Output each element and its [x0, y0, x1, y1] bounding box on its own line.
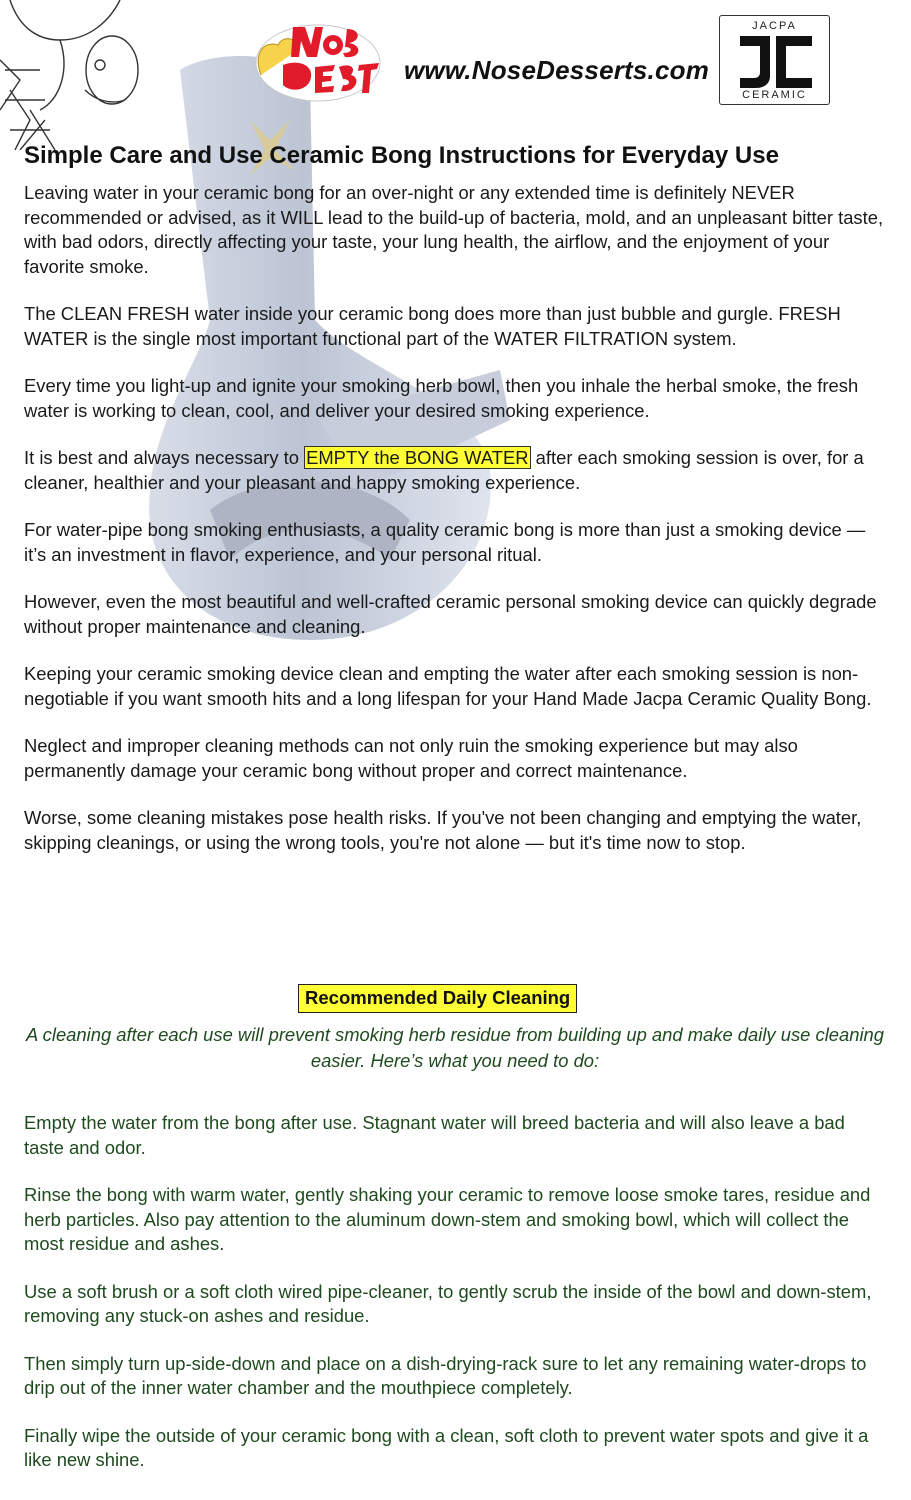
jacpa-logo-bottom-text: CERAMIC — [742, 89, 807, 101]
cleaning-steps — [24, 1111, 886, 1496]
paragraph-3: Every time you light-up and ignite your smoking herb bowl, then you inhale the herbal smoke, the fresh water is working to clean, cool, and deliver your desired smoking experience. — [24, 375, 859, 421]
paragraph-4-lead: It is best and always necessary to — [24, 447, 305, 468]
cleaning-step-2: Rinse the bong with warm water, gently shaking your ceramic to remove loose smoke tares, residue and herb particles. Also pay attention to the aluminum down-stem and smoking bowl, which will collect the most residue and ashes. — [24, 1184, 871, 1254]
jc-monogram-icon — [736, 36, 814, 88]
cartoon-face-illustration — [0, 0, 160, 150]
cleaning-step-3: Use a soft brush or a soft cloth wired pipe-cleaner, to gently scrub the inside of the bowl and down-stem, removing any stuck-on ashes and residue. — [24, 1280, 872, 1326]
paragraph-2: The CLEAN FRESH water inside your ceramic bong does more than just bubble and gurgle. FRESH WATER is the single most important functional part of the WATER FILTRATION system. — [24, 303, 841, 349]
cleaning-step-5: Finally wipe the outside of your ceramic bong with a clean, soft cloth to prevent water spots and give it a like new shine. — [24, 1424, 869, 1470]
cleaning-step-1: Empty the water from the bong after use. Stagnant water will breed bacteria and will also leave a bad taste and odor. — [24, 1112, 845, 1158]
website-url[interactable]: www.NoseDesserts.com — [404, 55, 710, 85]
paragraph-9: Worse, some cleaning mistakes pose health risks. If you've not been changing and emptying the water, skipping cleanings, or using the wrong tools, you're not alone — but it's time now to stop. — [24, 807, 862, 853]
nose-desserts-logo — [243, 15, 393, 105]
jacpa-logo-top-text: JACPA — [752, 20, 797, 32]
paragraph-7: Keeping your ceramic smoking device clean and empting the water after each smoking session is non-negotiable if you want smooth hits and a long lifespan for your Hand Made Jacpa Ceramic Quality Bong. — [24, 663, 872, 709]
paragraph-8: Neglect and improper cleaning methods can not only ruin the smoking experience but may also permanently damage your ceramic bong without proper and correct maintenance. — [24, 735, 798, 781]
paragraph-5: For water-pipe bong smoking enthusiasts, a quality ceramic bong is more than just a smoking device — it’s an investment in flavor, experience, and your personal ritual. — [24, 519, 866, 565]
empty-bong-water-highlight: EMPTY the BONG WATER — [306, 447, 529, 468]
paragraph-6: However, even the most beautiful and well-crafted ceramic personal smoking device can quickly degrade without proper maintenance and cleaning. — [24, 591, 877, 637]
section-heading-daily-cleaning: Recommended Daily Cleaning — [298, 984, 577, 1013]
jacpa-ceramic-logo — [719, 15, 830, 105]
paragraph-1: Leaving water in your ceramic bong for an over-night or any extended time is definitely NEVER recommended or advised, as it WILL lead to the build-up of bacteria, mold, and an unpleasant bitter taste, with bad odors, directly affecting your taste, your lung health, the airflow, and the enjoyment of your favorite smoke. — [24, 182, 884, 277]
section-intro: A cleaning after each use will prevent smoking herb residue from building up and make daily use cleaning easier. Here’s what you need to do: — [25, 1024, 885, 1071]
page-title: Simple Care and Use Ceramic Bong Instructions for Everyday Use — [24, 142, 779, 170]
cleaning-step-4: Then simply turn up-side-down and place on a dish-drying-rack sure to let any remaining water-drops to drip out of the inner water chamber and the mouthpiece completely. — [24, 1352, 867, 1398]
paragraph-4-tail: after each smoking session is over, for a cleaner, healthier and your pleasant and happy smoking experience. — [24, 447, 864, 493]
article-body — [24, 181, 886, 878]
paragraph-4 — [24, 446, 886, 495]
